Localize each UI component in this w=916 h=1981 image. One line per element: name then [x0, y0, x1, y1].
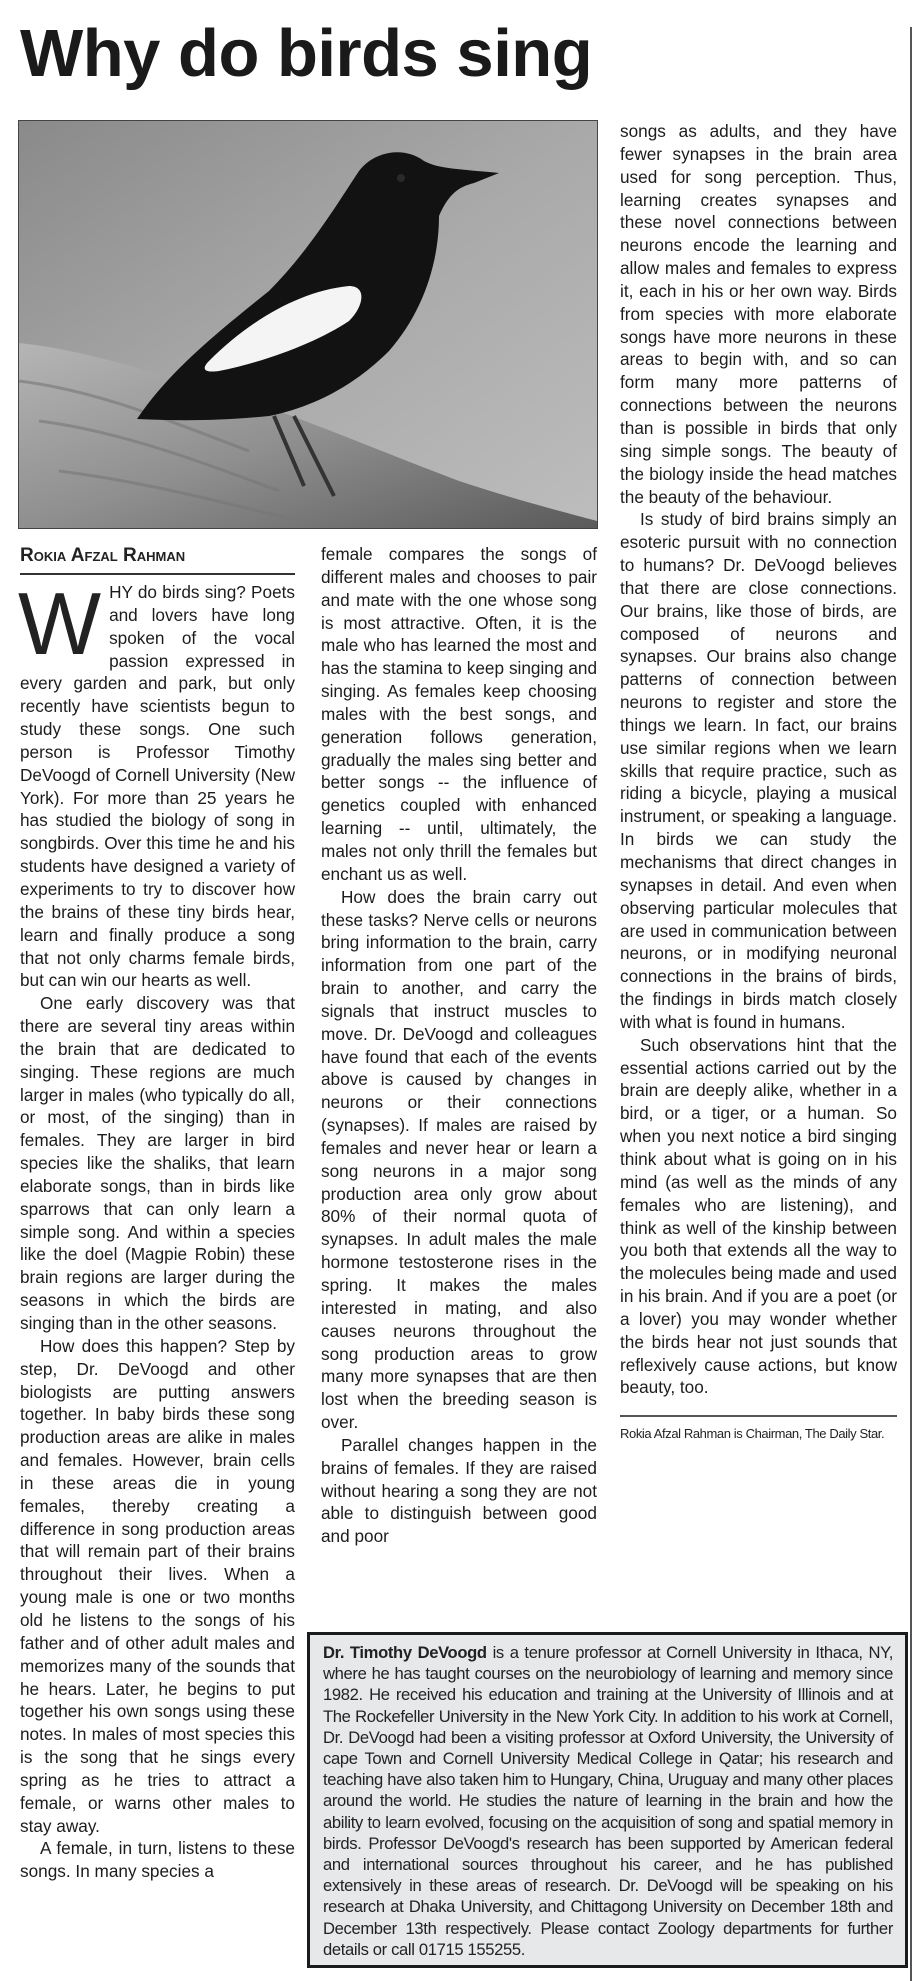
article-paragraph: Such observations hint that the essential actions carried out by the brain are deeply alike, whether in a bird, or a tiger, or a human. So when you next notice a bird singing think about what is going on in his mind (as well as the minds of any females who are listening), and think as well of the kinship between you both that extends all the way to the molecules being made and used in his brain. And if you are a poet (or a lover) you may wonder whether the birds hear not just sounds that reflexively cause actions, but know beauty, too.: [620, 1034, 897, 1398]
column-rule: [910, 27, 912, 1981]
article-paragraph: A female, in turn, listens to these songs. In many species a: [20, 1838, 295, 1882]
magpie-robin-image: [19, 121, 597, 528]
article-column-1: [20, 545, 295, 1883]
article-paragraph: Parallel changes happen in the brains of females. If they are raised without hearing a song they are not able to distinguish between good and poor: [321, 1434, 597, 1547]
author-note: Rokia Afzal Rahman is Chairman, The Daily Star.: [620, 1426, 885, 1442]
headline: Why do birds sing: [20, 16, 593, 91]
article-paragraph: WHY do birds sing? Poets and lovers have long spoken of the vocal passion expressed in every garden and park, but only recently have scientists begun to study these songs. One such person is Professor Timothy DeVoogd of Cornell University (New York). For more than 25 years he has studied the biology of song in songbirds. Over this time he and his students have designed a variety of experiments to try to discover how the brains of these tiny birds hear, learn and finally produce a song that not only charms female birds, but can win our hearts as well.: [18, 574, 295, 991]
bio-text: is a tenure professor at Cornell University in Ithaca, NY, where he has taught courses on the neurobiology of learning and memory since 1982. He received his education and training at the University of Illinois and at The Rockefeller University in the New York City. In addition to his work at Cornell, Dr. DeVoogd had been a visiting professor at Oxford University, the University of cape Town and Cornell University Medical College in Qatar; his research and teaching have also taken him to Hungary, China, Uruguay and many other places around the world. He studies the nature of learning in the brain and how the ability to learn evolved, focusing on the acquisition of song and spatial memory in birds. Professor DeVoogd's research has been supported by American federal and international sources throughout his career, and he has published extensively in these areas of research. Dr. DeVoogd will be speaking on his research at Dhaka University, and Chittagong University on December 18th and December 13th respectively. Please contact Zoology departments for further details or call 01715 155255.: [323, 1643, 894, 1959]
article-paragraph: How does this happen? Step by step, Dr. DeVoogd and other biologists are putting answers together. In baby birds these song production areas are alike in males and females. However, brain cells in these areas die in young females, thereby creating a difference in song production areas that will remain part of their brains throughout their lives. When a young male is one or two months old he listens to the songs of his father and of other adult males and memorizes many of the sounds that he hears. Later, he begins to put together his own songs using these notes. In males of most species this is the song that he sings every spring as he tries to attract a female, or warns other males to stay away.: [20, 1335, 295, 1836]
article-column-2: [321, 543, 597, 1548]
article-paragraph: How does the brain carry out these tasks? Nerve cells or neurons bring information to the brain, carry information from one part of the brain to another, and carry the signals that instruct muscles to move. Dr. DeVoogd and colleagues have found that each of the events above is caused by changes in neurons or their connections (synapses). If males are raised by females and never hear or learn a song neurons in a major song production area only grow about 80% of their normal quota of synapses. In adult males the male hormone testosterone rises in the spring. It makes the males interested in mating, and also causes neurons throughout the song production areas to grow many more synapses that are then lost when the breeding season is over.: [321, 886, 597, 1433]
bio-box: [307, 1632, 908, 1968]
bio-name: Dr. Timothy DeVoogd: [323, 1643, 487, 1662]
article-paragraph: female compares the songs of different males and chooses to pair and mate with the one whose song is most attractive. Often, it is the male who has learned the most and has the stamina to keep singing and singing. As females keep choosing males with the best songs, and generation follows generation, gradually the males sing better and better songs -- the influence of genetics coupled with enhanced learning -- until, ultimately, the males not only thrill the females but enchant us as well.: [321, 544, 597, 884]
article-paragraph: songs as adults, and they have fewer synapses in the brain area used for song perception. Thus, learning creates synapses and these novel connections between neurons encode the learning and allow males and females to express it, each in his or her own way. Birds from species with more elaborate songs have more neurons in these areas to begin with, and so can form many more patterns of connections between the neurons than is possible in birds that only sing simple songs. The beauty of the biology inside the head matches the beauty of the behaviour.: [620, 121, 897, 507]
drop-cap: W: [18, 574, 102, 673]
article-paragraph: One early discovery was that there are several tiny areas within the brain that are dedicated to singing. These regions are much larger in males (who typically do all, or most, of the singing) than in females. They are larger in bird species like the shaliks, that learn elaborate songs, than in birds like sparrows that can only learn a simple song. And within a species like the doel (Magpie Robin) these brain regions are larger during the seasons in which the birds are singing than in the other seasons.: [20, 993, 295, 1333]
author-byline: Rokia Afzal Rahman: [20, 545, 295, 575]
article-column-3: [620, 120, 897, 1445]
footnote-divider: [620, 1415, 897, 1417]
article-paragraph: Is study of bird brains simply an esoteric pursuit with no connection to humans? Dr. DeVoogd believes that there are close connections. Our brains, like those of birds, are composed of neurons and synapses. Our brains also change patterns of connection between neurons to register and store the things we learn. In fact, our brains use similar regions when we learn skills that require practice, such as riding a bicycle, playing a musical instrument, or speaking a language. In birds we can study the mechanisms that direct changes in synapses in detail. And even when observing particular molecules that are used in communication between neurons, or in modifying neuronal connections in the brains of birds, the findings in birds match closely with what is found in humans.: [620, 509, 897, 1032]
bird-photo: [18, 120, 598, 529]
